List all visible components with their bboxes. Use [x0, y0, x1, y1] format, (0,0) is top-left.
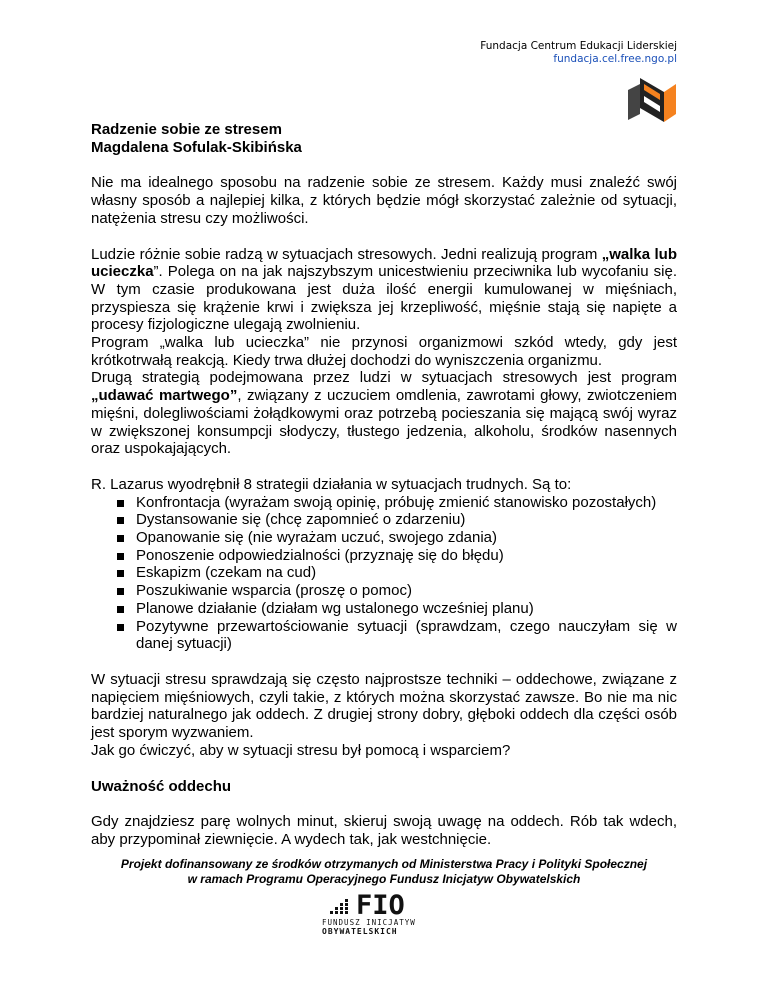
fio-sub-1: FUNDUSZ INICJATYW [322, 918, 416, 927]
cel-logo-mark [622, 72, 678, 126]
bullet-icon [117, 570, 124, 577]
term-fight-or-flight: „walka lub ucieczka [91, 245, 677, 281]
subheading-breath-mindfulness: Uważność oddechu [91, 777, 232, 795]
paragraph-fight-or-flight-effects: Program „walka lub ucieczka” nie przynosi organizmowi szkód wtedy, gdy jest krótkotrwałą reakcją. Kiedy trwa dłużej dochodzi do wyniszczenia organizmu. [91, 334, 677, 369]
org-website-link[interactable]: fundacja.cel.free.ngo.pl [553, 53, 677, 65]
org-name: Fundacja Centrum Edukacji Liderskiej [480, 40, 677, 52]
paragraph-question: Jak go ćwiczyć, aby w sytuacji stresu był pomocą i wsparciem? [91, 741, 511, 759]
list-item: Konfrontacja (wyrażam swoją opinię, próbuję zmienić stanowisko pozostałych) [91, 494, 677, 512]
list-intro: R. Lazarus wyodrębnił 8 strategii działania w sytuacjach trudnych. Są to: [91, 475, 572, 493]
article [91, 121, 677, 849]
fio-dots-icon [330, 899, 348, 914]
bullet-icon [117, 606, 124, 613]
paragraph-fight-or-flight: Ludzie różnie sobie radzą w sytuacjach stresowych. Jedni realizują program „walka lub ucieczka”. Polega on na jak najszybszym unicestwieniu przeciwnika lub wycofaniu się. W tym czasie produkowana jest duża ilość energii kumulowanej w mięśniach, przyspiesza się krążenie krwi i zwiększa jej krzepliwość, mięśnie stają się napięte a procesy fizjologiczne ulegają zwolnieniu. [91, 245, 677, 334]
page-footer [0, 857, 768, 887]
bullet-icon [117, 588, 124, 595]
footer-line-1: Projekt dofinansowany ze środków otrzymanych od Ministerstwa Pracy i Polityki Społecznej [120, 857, 648, 871]
list-item: Poszukiwanie wsparcia (proszę o pomoc) [91, 582, 677, 600]
paragraph-intro: Nie ma idealnego sposobu na radzenie sobie ze stresem. Każdy musi znaleźć swój własny sposób a najlepiej kilka, z których będzie mógł skorzystać zależnie od sytuacji, natężenia stresu czy możliwości. [91, 174, 677, 227]
list-item: Ponoszenie odpowiedzialności (przyznaję się do błędu) [91, 547, 677, 565]
list-item: Planowe działanie (działam wg ustalonego wcześniej planu) [91, 600, 677, 618]
fio-logo [300, 887, 460, 937]
paragraph-breath-exercise: Gdy znajdziesz parę wolnych minut, skieruj swoją uwagę na oddech. Rób tak wdech, aby przypominał ziewnięcie. A wydech tak, jak westchnięcie. [91, 813, 677, 848]
paragraph-breathing-techniques: W sytuacji stresu sprawdzają się często najprostsze techniki – oddechowe, związane z napięciem mięśniowych, czyli takie, z których można skorzystać zawsze. Bo nie ma nic bardziej naturalnego jak oddech. Z drugiej strony dobry, głęboki oddech dla części osób jest sporym wyzwaniem. [91, 670, 677, 742]
bullet-icon [117, 517, 124, 524]
cel-logo [620, 70, 680, 128]
article-author: Magdalena Sofulak-Skibińska [91, 138, 302, 156]
list-item: Eskapizm (czekam na cud) [91, 564, 677, 582]
footer-line-2: w ramach Programu Operacyjnego Fundusz Inicjatyw Obywatelskich [187, 872, 581, 886]
fio-sub-2: OBYWATELSKICH [322, 927, 398, 936]
list-item: Opanowanie się (nie wyrażam uczuć, swojego zdania) [91, 529, 677, 547]
article-title: Radzenie sobie ze stresem [91, 121, 282, 138]
bullet-icon [117, 553, 124, 560]
term-play-dead: „udawać martwego” [91, 387, 238, 405]
cel-logo-text: CEL [646, 122, 654, 127]
bullet-icon [117, 500, 124, 507]
list-item: Dystansowanie się (chcę zapomnieć o zdarzeniu) [91, 511, 677, 529]
strategies-list [91, 494, 677, 653]
bullet-icon [117, 535, 124, 542]
paragraph-play-dead: Drugą strategią podejmowana przez ludzi w sytuacjach stresowych jest program „udawać martwego”, związany z uczuciem omdlenia, zawrotami głowy, zwiotczeniem mięśni, dolegliwościami żołądkowymi oraz potrzebą pocieszania się mającą swój wyraz w zwiększonej konsumpcji słodyczy, tłustego jedzenia, alkoholu, środków nasennych oraz uspokajających. [91, 369, 677, 458]
bullet-icon [117, 624, 124, 631]
list-item: Pozytywne przewartościowanie sytuacji (sprawdzam, czego nauczyłam się w danej sytuacji) [91, 618, 677, 653]
page-header [480, 40, 677, 66]
fio-logo-text: FIO [356, 890, 405, 921]
